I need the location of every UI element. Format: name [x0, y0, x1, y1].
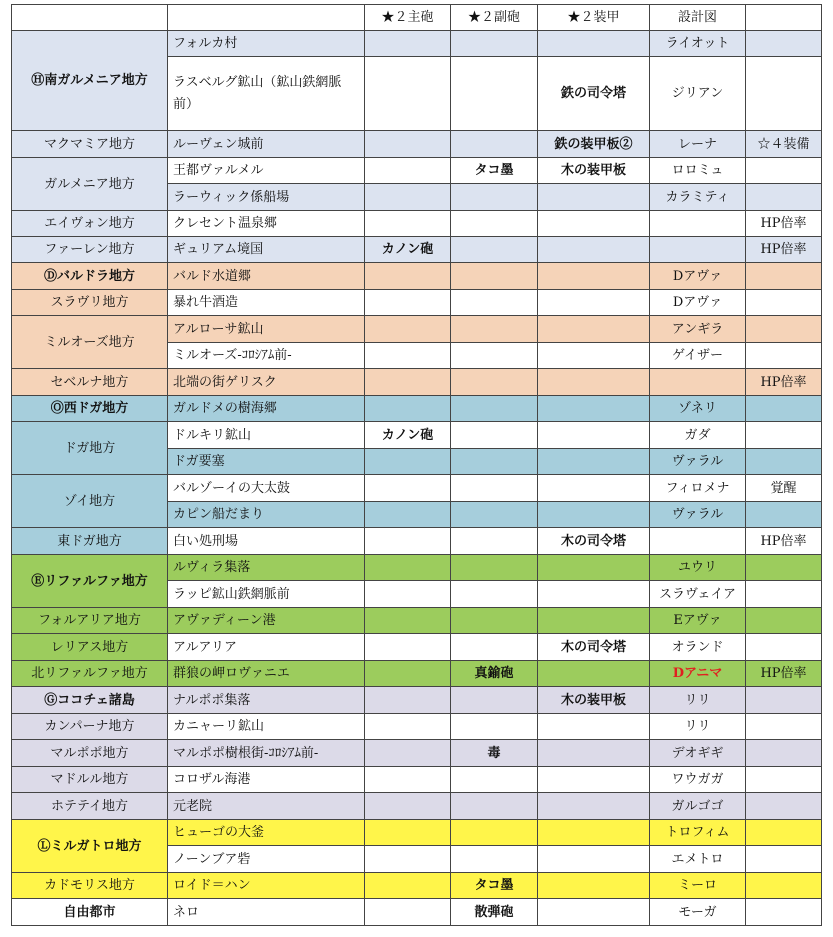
blueprint-cell: アンギラ — [650, 316, 746, 343]
armor-cell — [538, 502, 650, 528]
blueprint-cell — [650, 237, 746, 263]
table-row — [12, 237, 822, 263]
table-row — [12, 31, 822, 57]
blueprint-cell: ゲイザー — [650, 343, 746, 369]
main-gun-cell — [365, 369, 451, 396]
armor-cell — [538, 237, 650, 263]
sub-gun-cell — [451, 555, 538, 581]
sub-gun-cell — [451, 316, 538, 343]
main-gun-cell — [365, 290, 451, 316]
sub-gun-cell: タコ墨 — [451, 873, 538, 899]
armor-cell — [538, 873, 650, 899]
extra-cell — [746, 502, 822, 528]
extra-cell — [746, 873, 822, 899]
main-gun-cell — [365, 873, 451, 899]
blueprint-cell: トロフィム — [650, 820, 746, 846]
sub-gun-cell — [451, 396, 538, 422]
location-rewards-table — [11, 4, 822, 926]
header-sub-gun: ★２副砲 — [451, 5, 538, 31]
region-cell: マルポポ地方 — [12, 740, 168, 767]
sub-gun-cell — [451, 31, 538, 57]
extra-cell — [746, 714, 822, 740]
sub-gun-cell — [451, 846, 538, 873]
extra-cell — [746, 608, 822, 634]
extra-cell — [746, 740, 822, 767]
extra-cell: HP倍率 — [746, 528, 822, 555]
sub-gun-cell — [451, 767, 538, 793]
extra-cell — [746, 263, 822, 290]
blueprint-cell: ライオット — [650, 31, 746, 57]
region-cell: セベルナ地方 — [12, 369, 168, 396]
table-row — [12, 740, 822, 767]
armor-cell — [538, 184, 650, 211]
table-row — [12, 873, 822, 899]
place-cell: ラーウィック係船場 — [168, 184, 365, 211]
sub-gun-cell — [451, 263, 538, 290]
place-cell: カピン船だまり — [168, 502, 365, 528]
sub-gun-cell — [451, 422, 538, 449]
sub-gun-cell — [451, 57, 538, 131]
place-cell: バルド水道郷 — [168, 263, 365, 290]
region-cell: ゾイ地方 — [12, 475, 168, 528]
blueprint-cell — [650, 211, 746, 237]
blueprint-cell: ガルゴゴ — [650, 793, 746, 820]
place-cell: ミルオーズ-ｺﾛｼｱﾑ前- — [168, 343, 365, 369]
table-row — [12, 290, 822, 316]
table-row — [12, 131, 822, 158]
extra-cell — [746, 290, 822, 316]
main-gun-cell: カノン砲 — [365, 422, 451, 449]
main-gun-cell — [365, 343, 451, 369]
sub-gun-cell — [451, 475, 538, 502]
blueprint-cell: ヴァラル — [650, 449, 746, 475]
region-cell: 自由都市 — [12, 899, 168, 926]
region-cell: Ⓓバルドラ地方 — [12, 263, 168, 290]
armor-cell: 鉄の装甲板② — [538, 131, 650, 158]
table-row — [12, 158, 822, 184]
place-cell: アルアリア — [168, 634, 365, 661]
header-extra — [746, 5, 822, 31]
place-cell: ラッピ鉱山鉄網脈前 — [168, 581, 365, 608]
armor-cell — [538, 263, 650, 290]
table-row — [12, 263, 822, 290]
place-cell: ガルドメの樹海郷 — [168, 396, 365, 422]
main-gun-cell — [365, 714, 451, 740]
main-gun-cell — [365, 158, 451, 184]
armor-cell — [538, 211, 650, 237]
sub-gun-cell — [451, 343, 538, 369]
armor-cell — [538, 899, 650, 926]
place-cell: 王都ヴァルメル — [168, 158, 365, 184]
extra-cell — [746, 316, 822, 343]
region-cell: Ⓛミルガトロ地方 — [12, 820, 168, 873]
region-cell: カンパーナ地方 — [12, 714, 168, 740]
extra-cell: 覚醒 — [746, 475, 822, 502]
sub-gun-cell — [451, 581, 538, 608]
place-cell: フォルカ村 — [168, 31, 365, 57]
table-row — [12, 475, 822, 502]
blueprint-cell: ロロミュ — [650, 158, 746, 184]
place-cell: ドルキリ鉱山 — [168, 422, 365, 449]
table-row — [12, 555, 822, 581]
sub-gun-cell: 真鍮砲 — [451, 661, 538, 687]
main-gun-cell — [365, 740, 451, 767]
armor-cell — [538, 767, 650, 793]
armor-cell — [538, 661, 650, 687]
extra-cell — [746, 57, 822, 131]
table-row — [12, 634, 822, 661]
extra-cell — [746, 767, 822, 793]
main-gun-cell — [365, 396, 451, 422]
main-gun-cell — [365, 211, 451, 237]
main-gun-cell — [365, 581, 451, 608]
sub-gun-cell — [451, 528, 538, 555]
blueprint-cell — [650, 369, 746, 396]
blueprint-cell: リリ — [650, 714, 746, 740]
armor-cell — [538, 608, 650, 634]
extra-cell — [746, 422, 822, 449]
place-cell: バルゾーイの大太鼓 — [168, 475, 365, 502]
main-gun-cell — [365, 475, 451, 502]
blueprint-cell: Dアニマ — [650, 661, 746, 687]
extra-cell — [746, 343, 822, 369]
main-gun-cell — [365, 57, 451, 131]
region-cell: スラヴリ地方 — [12, 290, 168, 316]
place-cell: ヒューゴの大釜 — [168, 820, 365, 846]
main-gun-cell — [365, 634, 451, 661]
blueprint-cell: ミーロ — [650, 873, 746, 899]
main-gun-cell — [365, 767, 451, 793]
sub-gun-cell — [451, 714, 538, 740]
place-cell: ナルポポ集落 — [168, 687, 365, 714]
armor-cell — [538, 793, 650, 820]
main-gun-cell — [365, 846, 451, 873]
sub-gun-cell: 散弾砲 — [451, 899, 538, 926]
place-cell: ネロ — [168, 899, 365, 926]
region-cell: フォルアリア地方 — [12, 608, 168, 634]
main-gun-cell — [365, 555, 451, 581]
region-cell: Ⓔリファルファ地方 — [12, 555, 168, 608]
region-cell: Ⓖココチェ諸島 — [12, 687, 168, 714]
table-row — [12, 396, 822, 422]
table-row — [12, 369, 822, 396]
main-gun-cell — [365, 661, 451, 687]
region-cell: ホテテイ地方 — [12, 793, 168, 820]
place-cell: アルローサ鉱山 — [168, 316, 365, 343]
extra-cell — [746, 184, 822, 211]
main-gun-cell — [365, 131, 451, 158]
place-cell: ルヴィラ集落 — [168, 555, 365, 581]
blueprint-cell: オランド — [650, 634, 746, 661]
armor-cell: 木の装甲板 — [538, 687, 650, 714]
place-cell: ノーンブア砦 — [168, 846, 365, 873]
extra-cell — [746, 846, 822, 873]
extra-cell — [746, 449, 822, 475]
main-gun-cell — [365, 687, 451, 714]
region-cell: ドガ地方 — [12, 422, 168, 475]
place-cell: 白い処刑場 — [168, 528, 365, 555]
table-row — [12, 714, 822, 740]
place-cell: コロザル海港 — [168, 767, 365, 793]
armor-cell — [538, 396, 650, 422]
extra-cell: HP倍率 — [746, 237, 822, 263]
blueprint-cell: Dアヴァ — [650, 263, 746, 290]
armor-cell: 鉄の司令塔 — [538, 57, 650, 131]
extra-cell — [746, 687, 822, 714]
extra-cell: HP倍率 — [746, 211, 822, 237]
region-cell: カドモリス地方 — [12, 873, 168, 899]
region-cell: エイヴォン地方 — [12, 211, 168, 237]
armor-cell: 木の装甲板 — [538, 158, 650, 184]
armor-cell: 木の司令塔 — [538, 634, 650, 661]
main-gun-cell — [365, 793, 451, 820]
place-cell: ギュリアム境国 — [168, 237, 365, 263]
extra-cell: ☆４装備 — [746, 131, 822, 158]
extra-cell — [746, 820, 822, 846]
blueprint-cell: スラヴェイア — [650, 581, 746, 608]
armor-cell — [538, 555, 650, 581]
region-cell: ミルオーズ地方 — [12, 316, 168, 369]
blueprint-cell: モーガ — [650, 899, 746, 926]
header-row — [12, 5, 822, 31]
sub-gun-cell — [451, 211, 538, 237]
place-cell: クレセント温泉郷 — [168, 211, 365, 237]
armor-cell — [538, 290, 650, 316]
sub-gun-cell — [451, 290, 538, 316]
region-cell: レリアス地方 — [12, 634, 168, 661]
blueprint-cell: フィロメナ — [650, 475, 746, 502]
extra-cell — [746, 158, 822, 184]
armor-cell — [538, 369, 650, 396]
sub-gun-cell — [451, 449, 538, 475]
table-row — [12, 422, 822, 449]
region-cell: マクマミア地方 — [12, 131, 168, 158]
region-cell: マドルル地方 — [12, 767, 168, 793]
armor-cell — [538, 449, 650, 475]
blueprint-cell: ガダ — [650, 422, 746, 449]
main-gun-cell — [365, 31, 451, 57]
header-main-gun: ★２主砲 — [365, 5, 451, 31]
table-row — [12, 661, 822, 687]
armor-cell: 木の司令塔 — [538, 528, 650, 555]
header-blueprint: 設計図 — [650, 5, 746, 31]
table-row — [12, 820, 822, 846]
region-cell: 北リファルファ地方 — [12, 661, 168, 687]
main-gun-cell — [365, 899, 451, 926]
sub-gun-cell: 毒 — [451, 740, 538, 767]
armor-cell — [538, 343, 650, 369]
place-cell: ルーヴェン城前 — [168, 131, 365, 158]
place-cell: アヴァディーン港 — [168, 608, 365, 634]
main-gun-cell — [365, 316, 451, 343]
armor-cell — [538, 475, 650, 502]
extra-cell — [746, 555, 822, 581]
place-cell: 元老院 — [168, 793, 365, 820]
region-cell: ファーレン地方 — [12, 237, 168, 263]
extra-cell — [746, 793, 822, 820]
sub-gun-cell — [451, 184, 538, 211]
armor-cell — [538, 820, 650, 846]
region-cell: Ⓗ南ガルメニア地方 — [12, 31, 168, 131]
region-cell: 東ドガ地方 — [12, 528, 168, 555]
extra-cell — [746, 899, 822, 926]
table-row — [12, 767, 822, 793]
blueprint-cell: Eアヴァ — [650, 608, 746, 634]
table-row — [12, 793, 822, 820]
extra-cell: HP倍率 — [746, 661, 822, 687]
extra-cell — [746, 581, 822, 608]
sub-gun-cell — [451, 237, 538, 263]
sub-gun-cell — [451, 608, 538, 634]
place-cell: ドガ要塞 — [168, 449, 365, 475]
blueprint-cell — [650, 528, 746, 555]
header-armor: ★２装甲 — [538, 5, 650, 31]
armor-cell — [538, 31, 650, 57]
table-row — [12, 608, 822, 634]
sub-gun-cell — [451, 369, 538, 396]
main-gun-cell — [365, 502, 451, 528]
armor-cell — [538, 581, 650, 608]
blueprint-cell: レーナ — [650, 131, 746, 158]
extra-cell: HP倍率 — [746, 369, 822, 396]
sub-gun-cell — [451, 131, 538, 158]
armor-cell — [538, 422, 650, 449]
table-row — [12, 211, 822, 237]
place-cell: マルポポ樹根街-ｺﾛｼｱﾑ前- — [168, 740, 365, 767]
main-gun-cell — [365, 184, 451, 211]
main-gun-cell — [365, 263, 451, 290]
table-row — [12, 899, 822, 926]
header-place — [168, 5, 365, 31]
region-cell: ガルメニア地方 — [12, 158, 168, 211]
blueprint-cell: ゾネリ — [650, 396, 746, 422]
blueprint-cell: エメトロ — [650, 846, 746, 873]
place-cell: カニャーリ鉱山 — [168, 714, 365, 740]
armor-cell — [538, 316, 650, 343]
sub-gun-cell — [451, 634, 538, 661]
armor-cell — [538, 846, 650, 873]
blueprint-cell: ジリアン — [650, 57, 746, 131]
main-gun-cell: カノン砲 — [365, 237, 451, 263]
place-cell: ラスベルグ鉱山（鉱山鉄網脈前） — [168, 57, 365, 131]
main-gun-cell — [365, 608, 451, 634]
place-cell: 暴れ牛酒造 — [168, 290, 365, 316]
blueprint-cell: Dアヴァ — [650, 290, 746, 316]
place-cell: 北端の街ゲリスク — [168, 369, 365, 396]
place-cell: 群狼の岬ロヴァニエ — [168, 661, 365, 687]
blueprint-cell: カラミティ — [650, 184, 746, 211]
table-row — [12, 316, 822, 343]
extra-cell — [746, 31, 822, 57]
main-gun-cell — [365, 528, 451, 555]
main-gun-cell — [365, 820, 451, 846]
blueprint-cell: リリ — [650, 687, 746, 714]
region-cell: Ⓞ西ドガ地方 — [12, 396, 168, 422]
armor-cell — [538, 740, 650, 767]
place-cell: ロイド＝ハン — [168, 873, 365, 899]
blueprint-cell: ヴァラル — [650, 502, 746, 528]
armor-cell — [538, 714, 650, 740]
blueprint-cell: ユウリ — [650, 555, 746, 581]
table-row — [12, 528, 822, 555]
table-row — [12, 687, 822, 714]
extra-cell — [746, 396, 822, 422]
sub-gun-cell — [451, 687, 538, 714]
extra-cell — [746, 634, 822, 661]
sub-gun-cell — [451, 793, 538, 820]
blueprint-cell: ワウガガ — [650, 767, 746, 793]
sub-gun-cell — [451, 502, 538, 528]
sub-gun-cell — [451, 820, 538, 846]
sub-gun-cell: タコ墨 — [451, 158, 538, 184]
blueprint-cell: デオギギ — [650, 740, 746, 767]
header-region — [12, 5, 168, 31]
main-gun-cell — [365, 449, 451, 475]
